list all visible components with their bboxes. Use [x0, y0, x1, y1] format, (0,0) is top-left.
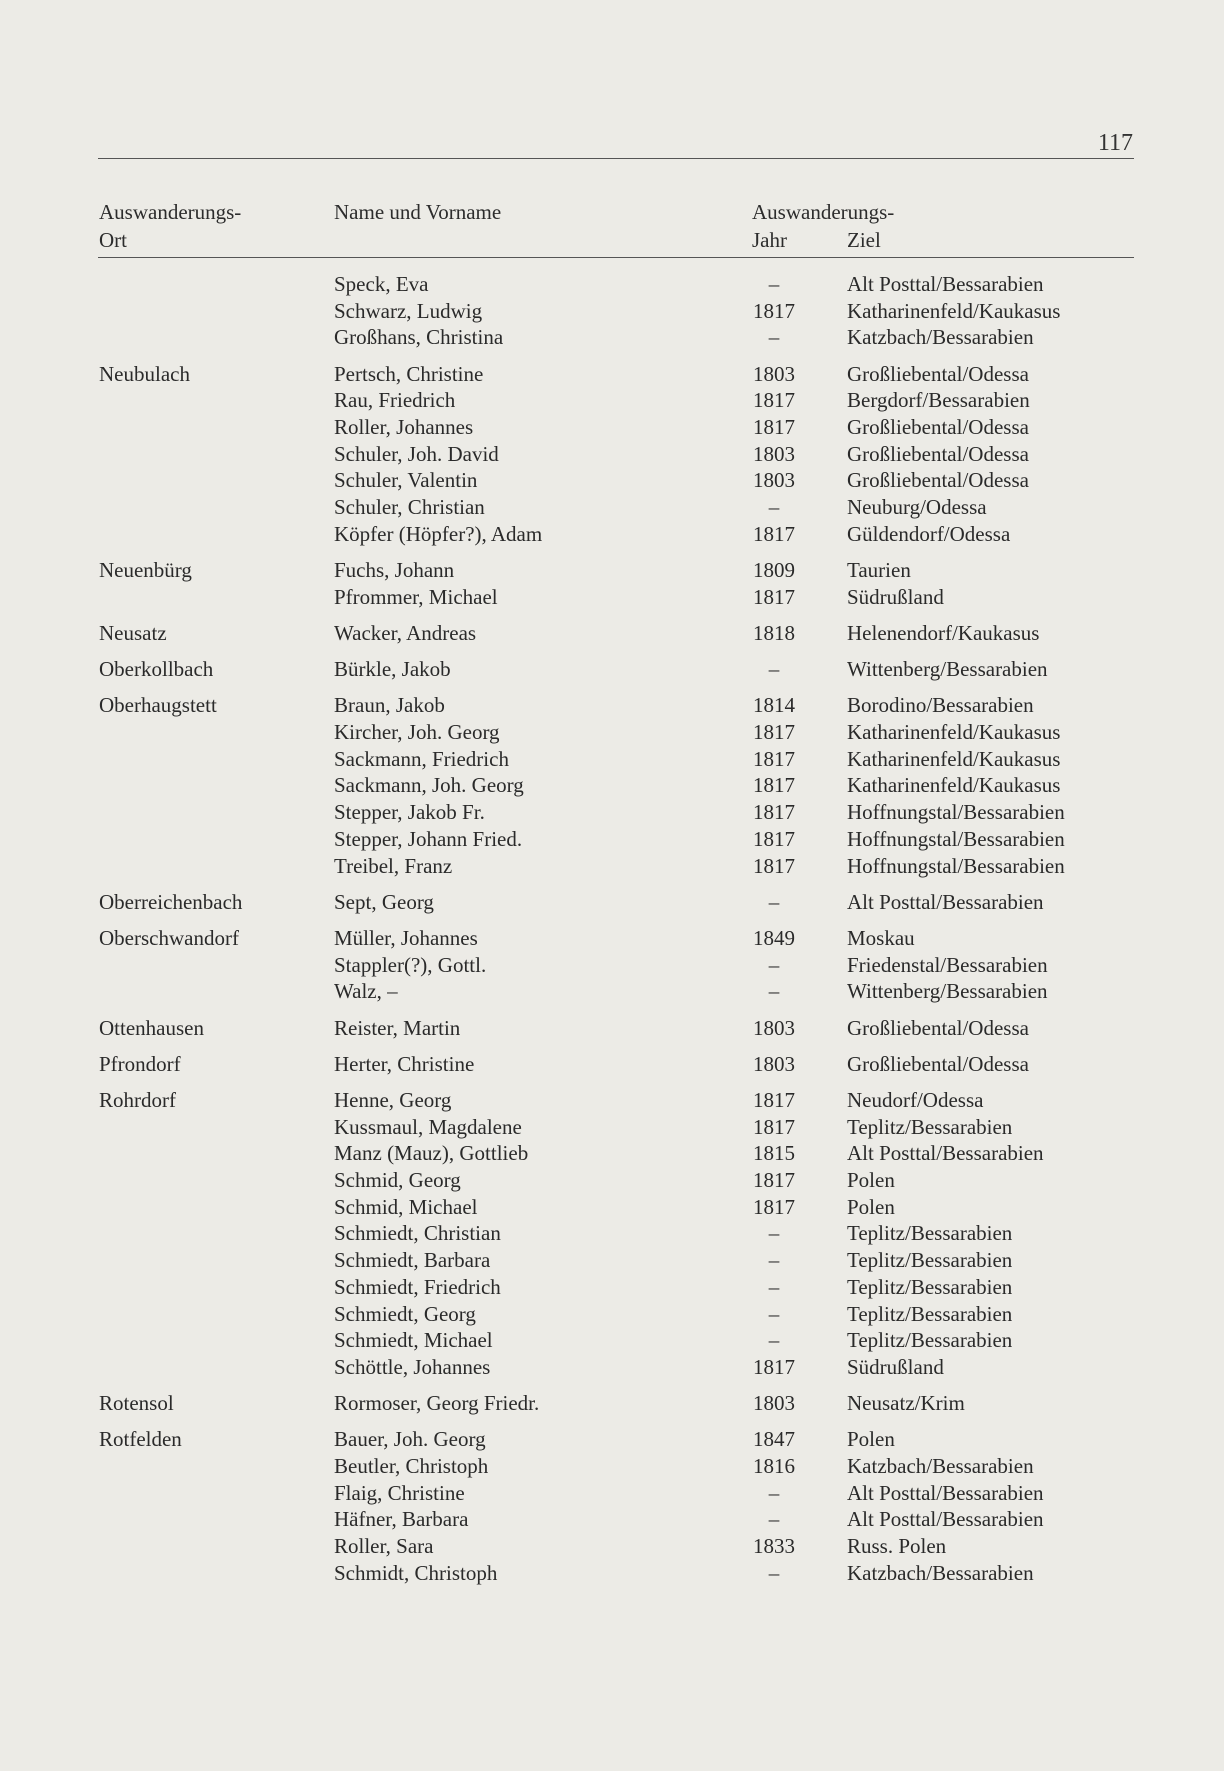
- row-ziel: Polen: [847, 1427, 895, 1452]
- row-name: Schmiedt, Christian: [334, 1221, 501, 1246]
- row-ziel: Großliebental/Odessa: [847, 1015, 1029, 1040]
- header-jahr: Jahr: [752, 228, 787, 252]
- row-ort: Rotensol: [99, 1391, 174, 1416]
- row-jahr: 1817: [753, 1168, 795, 1192]
- row-ziel: Katzbach/Bessarabien: [847, 1560, 1034, 1585]
- row-name: Manz (Mauz), Gottlieb: [334, 1141, 529, 1166]
- row-name: Fuchs, Johann: [334, 558, 455, 582]
- row-jahr: –: [768, 325, 780, 350]
- row-jahr: 1803: [753, 361, 795, 386]
- row-ziel: Alt Posttal/Bessarabien: [847, 272, 1044, 296]
- row-name: Walz, –: [334, 979, 398, 1004]
- row-ziel: Alt Posttal/Bessarabien: [847, 1480, 1044, 1505]
- row-name: Treibel, Franz: [334, 853, 453, 878]
- row-jahr: 1817: [753, 720, 795, 744]
- row-ziel: Teplitz/Bessarabien: [847, 1221, 1013, 1246]
- row-ziel: Katzbach/Bessarabien: [847, 325, 1034, 350]
- row-ziel: Teplitz/Bessarabien: [847, 1274, 1013, 1299]
- row-name: Pertsch, Christine: [334, 361, 484, 386]
- row-name: Braun, Jakob: [334, 693, 445, 718]
- row-ziel: Neuburg/Odessa: [847, 495, 987, 520]
- row-jahr: 1817: [753, 853, 795, 878]
- row-name: Schöttle, Johannes: [334, 1354, 491, 1379]
- row-name: Schwarz, Ludwig: [334, 298, 483, 323]
- row-ziel: Großliebental/Odessa: [847, 1051, 1029, 1076]
- row-ziel: Teplitz/Bessarabien: [847, 1328, 1013, 1353]
- row-ziel: Polen: [847, 1194, 895, 1219]
- row-jahr: –: [768, 657, 780, 682]
- row-jahr: –: [768, 272, 780, 296]
- row-name: Rormoser, Georg Friedr.: [334, 1391, 540, 1416]
- row-ziel: Teplitz/Bessarabien: [847, 1248, 1013, 1273]
- row-name: Stappler(?), Gottl.: [334, 952, 487, 977]
- row-ort: Pfrondorf: [99, 1051, 181, 1076]
- row-ziel: Alt Posttal/Bessarabien: [847, 1141, 1044, 1166]
- row-ziel: Alt Posttal/Bessarabien: [847, 889, 1044, 914]
- row-ziel: Südrußland: [847, 584, 944, 609]
- row-name: Häfner, Barbara: [334, 1507, 469, 1532]
- row-ort: Rohrdorf: [99, 1087, 176, 1112]
- row-name: Schuler, Valentin: [334, 468, 478, 493]
- row-jahr: –: [768, 1328, 780, 1353]
- row-name: Stepper, Jakob Fr.: [334, 800, 485, 825]
- row-ziel: Katharinenfeld/Kaukasus: [847, 773, 1061, 798]
- row-jahr: 1815: [753, 1141, 795, 1166]
- row-jahr: –: [768, 952, 780, 977]
- row-name: Kircher, Joh. Georg: [334, 720, 500, 744]
- row-name: Schuler, Christian: [334, 495, 485, 520]
- row-jahr: –: [768, 1221, 780, 1246]
- row-jahr: 1817: [753, 1354, 795, 1379]
- row-ziel: Katharinenfeld/Kaukasus: [847, 298, 1061, 323]
- row-jahr: 1817: [753, 584, 795, 609]
- row-ziel: Katzbach/Bessarabien: [847, 1454, 1034, 1478]
- row-name: Schmiedt, Georg: [334, 1301, 476, 1326]
- row-jahr: 1817: [753, 521, 795, 546]
- row-name: Schmiedt, Friedrich: [334, 1274, 501, 1299]
- row-jahr: 1817: [753, 773, 795, 798]
- row-ort: Rotfelden: [99, 1427, 182, 1452]
- row-name: Wacker, Andreas: [334, 620, 477, 645]
- row-name: Kussmaul, Magdalene: [334, 1114, 522, 1139]
- row-ziel: Teplitz/Bessarabien: [847, 1114, 1013, 1139]
- row-jahr: 1817: [753, 826, 795, 851]
- row-ziel: Friedenstal/Bessarabien: [847, 952, 1048, 977]
- row-ort: Neusatz: [99, 620, 167, 645]
- row-ziel: Alt Posttal/Bessarabien: [847, 1507, 1044, 1532]
- row-name: Sackmann, Friedrich: [334, 746, 509, 771]
- row-name: Köpfer (Höpfer?), Adam: [334, 521, 543, 546]
- row-ort: Oberkollbach: [99, 657, 214, 682]
- row-ziel: Moskau: [847, 925, 915, 950]
- row-ziel: Bergdorf/Bessarabien: [847, 388, 1030, 413]
- row-ziel: Taurien: [847, 558, 911, 582]
- row-ziel: Katharinenfeld/Kaukasus: [847, 746, 1061, 771]
- row-jahr: –: [768, 1480, 780, 1505]
- row-name: Speck, Eva: [334, 272, 429, 296]
- row-jahr: 1847: [753, 1427, 795, 1452]
- row-jahr: 1803: [753, 468, 795, 493]
- row-name: Rau, Friedrich: [334, 388, 456, 413]
- row-jahr: 1814: [753, 693, 795, 718]
- row-ziel: Borodino/Bessarabien: [847, 693, 1034, 718]
- row-jahr: 1849: [753, 925, 795, 950]
- row-ziel: Katharinenfeld/Kaukasus: [847, 720, 1061, 744]
- row-ziel: Helenendorf/Kaukasus: [847, 620, 1040, 645]
- header-ort-line2: Ort: [99, 228, 127, 252]
- row-jahr: 1817: [753, 298, 795, 323]
- row-ziel: Großliebental/Odessa: [847, 361, 1029, 386]
- row-name: Schmid, Georg: [334, 1168, 461, 1192]
- row-jahr: 1817: [753, 415, 795, 439]
- row-ziel: Russ. Polen: [847, 1534, 947, 1559]
- row-name: Roller, Sara: [334, 1534, 434, 1559]
- page-number: 117: [1097, 130, 1133, 156]
- row-jahr: 1803: [753, 1391, 795, 1416]
- row-jahr: –: [768, 1274, 780, 1299]
- row-ziel: Hoffnungstal/Bessarabien: [847, 826, 1065, 851]
- row-ziel: Großliebental/Odessa: [847, 468, 1029, 493]
- row-ziel: Großliebental/Odessa: [847, 415, 1029, 439]
- row-jahr: 1803: [753, 441, 795, 466]
- header-name: Name und Vorname: [334, 200, 502, 224]
- row-name: Bürkle, Jakob: [334, 657, 451, 682]
- row-jahr: 1817: [753, 1114, 795, 1139]
- row-name: Pfrommer, Michael: [334, 584, 498, 609]
- row-ziel: Polen: [847, 1168, 895, 1192]
- row-name: Sept, Georg: [334, 889, 434, 914]
- row-jahr: 1817: [753, 746, 795, 771]
- row-jahr: –: [768, 1301, 780, 1326]
- row-ziel: Teplitz/Bessarabien: [847, 1301, 1013, 1326]
- row-name: Müller, Johannes: [334, 925, 478, 950]
- row-ort: Neubulach: [99, 361, 190, 386]
- row-jahr: 1833: [753, 1534, 795, 1559]
- row-ziel: Südrußland: [847, 1354, 944, 1379]
- row-name: Bauer, Joh. Georg: [334, 1427, 486, 1452]
- row-jahr: –: [768, 889, 780, 914]
- row-ziel: Hoffnungstal/Bessarabien: [847, 853, 1065, 878]
- row-jahr: 1817: [753, 800, 795, 825]
- header-ort-line1: Auswanderungs-: [99, 200, 242, 224]
- row-jahr: 1816: [753, 1454, 795, 1478]
- row-name: Roller, Johannes: [334, 415, 474, 439]
- header-ziel: Ziel: [847, 228, 881, 252]
- header-group: Auswanderungs-: [752, 200, 895, 224]
- row-jahr: –: [768, 1507, 780, 1532]
- row-ziel: Hoffnungstal/Bessarabien: [847, 800, 1065, 825]
- row-jahr: –: [768, 1248, 780, 1273]
- row-name: Flaig, Christine: [334, 1480, 465, 1505]
- row-name: Sackmann, Joh. Georg: [334, 773, 524, 798]
- row-ziel: Wittenberg/Bessarabien: [847, 979, 1048, 1004]
- row-jahr: –: [768, 495, 780, 520]
- row-ort: Oberschwandorf: [99, 925, 239, 950]
- row-name: Schmiedt, Michael: [334, 1328, 493, 1353]
- row-ziel: Wittenberg/Bessarabien: [847, 657, 1048, 682]
- row-jahr: 1817: [753, 1194, 795, 1219]
- row-ort: Oberhaugstett: [99, 693, 217, 718]
- row-ziel: Güldendorf/Odessa: [847, 521, 1011, 546]
- row-jahr: 1818: [753, 620, 795, 645]
- row-name: Reister, Martin: [334, 1015, 461, 1040]
- row-ziel: Neusatz/Krim: [847, 1391, 965, 1416]
- row-ziel: Neudorf/Odessa: [847, 1087, 984, 1112]
- row-jahr: –: [768, 979, 780, 1004]
- row-ort: Oberreichenbach: [99, 889, 243, 914]
- row-name: Schmiedt, Barbara: [334, 1248, 491, 1273]
- row-name: Beutler, Christoph: [334, 1454, 489, 1478]
- row-name: Großhans, Christina: [334, 325, 504, 350]
- row-name: Schmidt, Christoph: [334, 1560, 498, 1585]
- row-name: Stepper, Johann Fried.: [334, 826, 523, 851]
- row-ort: Neuenbürg: [99, 558, 192, 582]
- row-jahr: 1809: [753, 558, 795, 582]
- row-ziel: Großliebental/Odessa: [847, 441, 1029, 466]
- row-name: Herter, Christine: [334, 1051, 475, 1076]
- row-ort: Ottenhausen: [99, 1015, 204, 1040]
- row-jahr: –: [768, 1560, 780, 1585]
- row-jahr: 1817: [753, 1087, 795, 1112]
- row-name: Schuler, Joh. David: [334, 441, 499, 466]
- row-name: Henne, Georg: [334, 1087, 452, 1112]
- row-jahr: 1803: [753, 1051, 795, 1076]
- row-name: Schmid, Michael: [334, 1194, 478, 1219]
- row-jahr: 1817: [753, 388, 795, 413]
- row-jahr: 1803: [753, 1015, 795, 1040]
